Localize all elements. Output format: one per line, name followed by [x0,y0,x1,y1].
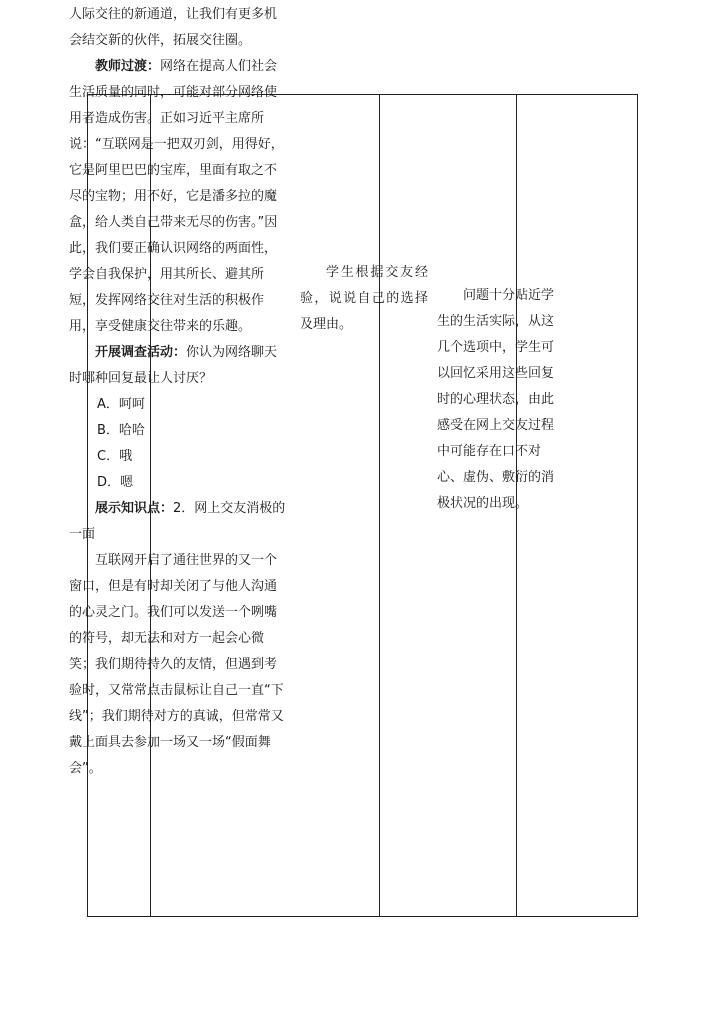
option-a: A．呵呵 [97,397,145,412]
transition-label: 教师过渡： [95,59,161,74]
teacher-activity-column [69,2,287,782]
paragraph: 互联网开启了通往世界的又一个窗口，但是有时却关闭了与他人沟通的心灵之门。我们可以发送一个咧嘴的符号，却无法和对方一起会心微笑；我们期待持久的友情，但遇到考验时，又常常点击鼠标让自己一直“下线”；我们期待对方的真诚，但常常又戴上面具去参加一场又一场“假面舞会”。 [69,553,284,776]
option-c: C．哦 [97,449,133,464]
paragraph: 人际交往的新通道，让我们有更多机会结交新的伙伴，拓展交往圈。 [69,7,278,48]
option-b: B．哈哈 [97,423,145,438]
survey-label: 开展调查活动： [95,345,187,360]
student-activity-text: 学生根据交友经验，说说自己的选择及理由。 [300,265,428,332]
transition-text: 网络在提高人们社会生活质量的同时，可能对部分网络使用者造成伤害。正如习近平主席所说：“互联网是一把双刃剑，用得好，它是阿里巴巴的宝库，里面有取之不尽的宝物；用不好，它是潘多拉的魔盒，给人类自己带来无尽的伤害。”因此，我们要正确认识网络的两面性，学会自我保护，用其所长、避其所短，发挥网络交往对生活的积极作用，享受健康交往带来的乐趣。 [69,59,284,334]
student-activity-column [300,260,428,338]
option-d: D．嗯 [97,475,134,490]
design-intent-column [437,283,557,517]
column-divider [379,95,380,916]
teacher-transition [69,54,287,340]
knowledge-label: 展示知识点： [95,501,174,516]
knowledge-point [69,496,287,548]
knowledge-text: 2．网上交友消极的一面 [69,501,286,542]
design-intent-text: 问题十分贴近学生的生活实际，从这几个选项中，学生可以回忆采用这些回复时的心理状态，由此感受在网上交友过程中可能存在口不对心、虚伪、敷衍的消极状况的出现。 [437,288,555,511]
survey-question: 你认为网络聊天时哪种回复最让人讨厌？ [69,345,278,386]
survey-activity [69,340,287,392]
